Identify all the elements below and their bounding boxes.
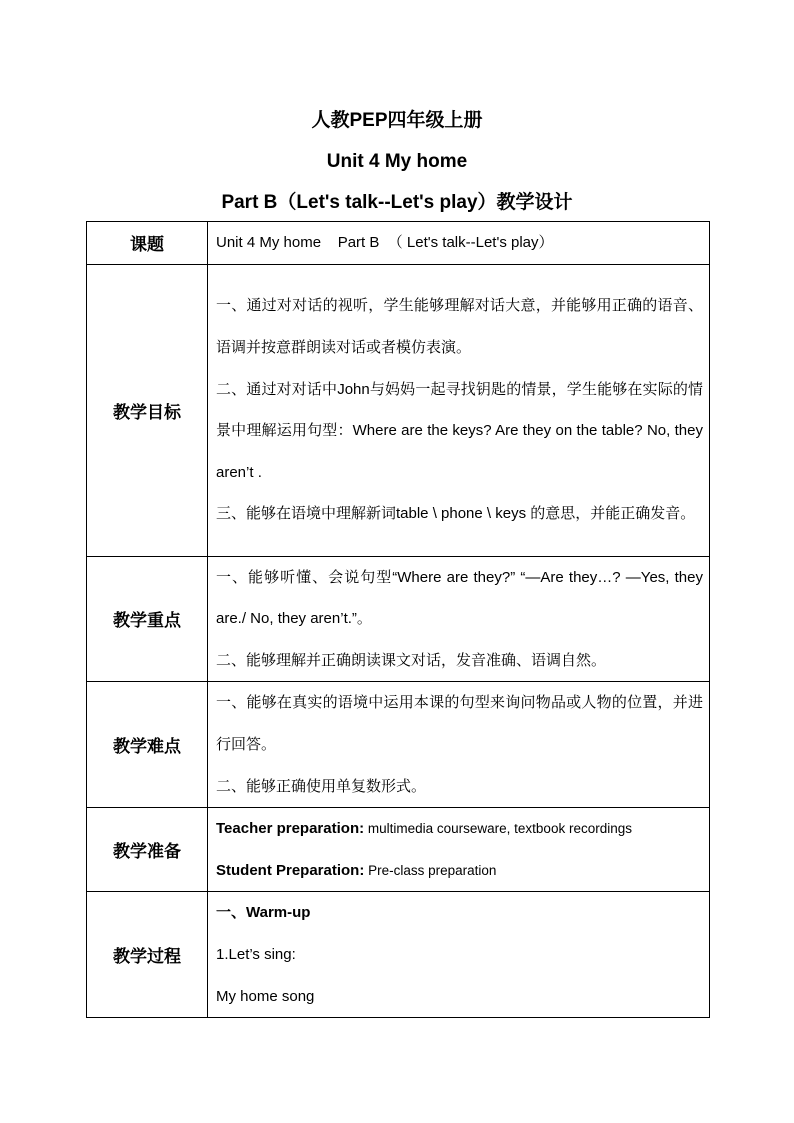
row-process <box>87 892 710 1018</box>
content-goals <box>208 264 710 556</box>
difficulty-1: 一、能够在真实的语境中运用本课的句型来询问物品或人物的位置，并进行回答。 <box>216 694 703 753</box>
process-step-1: 1.Let’s sing: <box>216 945 296 963</box>
content-topic <box>208 222 710 265</box>
topic-value: Unit 4 My home Part B （ Let's talk--Let's play） <box>216 234 554 251</box>
title-textbook: 人教PEP四年级上册 <box>311 110 483 131</box>
label-process: 教学过程 <box>87 892 208 1018</box>
label-goals: 教学目标 <box>87 264 208 556</box>
process-step-2: My home song <box>216 987 315 1005</box>
student-preparation-key: Student Preparation: <box>216 861 365 879</box>
key-point-1: 一、能够听懂、会说句型“Where are they?” “—Are they…? —Yes, they are./ No, they aren’t.”。 <box>216 568 703 628</box>
student-preparation-value: Pre-class preparation <box>364 862 497 878</box>
content-difficulties <box>208 682 710 808</box>
teacher-preparation-key: Teacher preparation: <box>216 820 365 838</box>
label-key-points: 教学重点 <box>87 556 208 682</box>
content-process <box>208 892 710 1018</box>
row-difficulties <box>87 682 710 808</box>
row-preparation <box>87 808 710 892</box>
goal-3: 三、能够在语境中理解新词table \ phone \ keys 的意思，并能正确发音。 <box>216 505 696 523</box>
goal-2: 二、通过对对话中John与妈妈一起寻找钥匙的情景，学生能够在实际的情景中理解运用句型：Where are the keys? Are they on the table? No, they aren’t . <box>216 380 703 481</box>
title-lesson: Part B（Let's talk--Let's play）教学设计 <box>221 192 573 213</box>
document-title-block <box>0 100 794 223</box>
row-key-points <box>87 556 710 682</box>
content-preparation <box>208 808 710 892</box>
difficulty-2: 二、能够正确使用单复数形式。 <box>216 777 427 795</box>
label-difficulties: 教学难点 <box>87 682 208 808</box>
row-topic <box>87 222 710 265</box>
title-unit: Unit 4 My home <box>326 151 468 172</box>
key-point-2: 二、能够理解并正确朗读课文对话，发音准确、语调自然。 <box>216 651 607 669</box>
label-topic: 课题 <box>87 222 208 265</box>
process-heading: 一、Warm-up <box>216 904 311 922</box>
student-preparation <box>216 850 703 892</box>
content-key-points <box>208 556 710 682</box>
goal-1: 一、通过对对话的视听，学生能够理解对话大意，并能够用正确的语音、语调并按意群朗读对话或者模仿表演。 <box>216 297 703 356</box>
lesson-plan-table <box>86 221 710 1018</box>
label-preparation: 教学准备 <box>87 808 208 892</box>
teacher-preparation <box>216 808 703 850</box>
teacher-preparation-value: multimedia courseware, textbook recordings <box>364 821 632 837</box>
row-goals <box>87 264 710 556</box>
